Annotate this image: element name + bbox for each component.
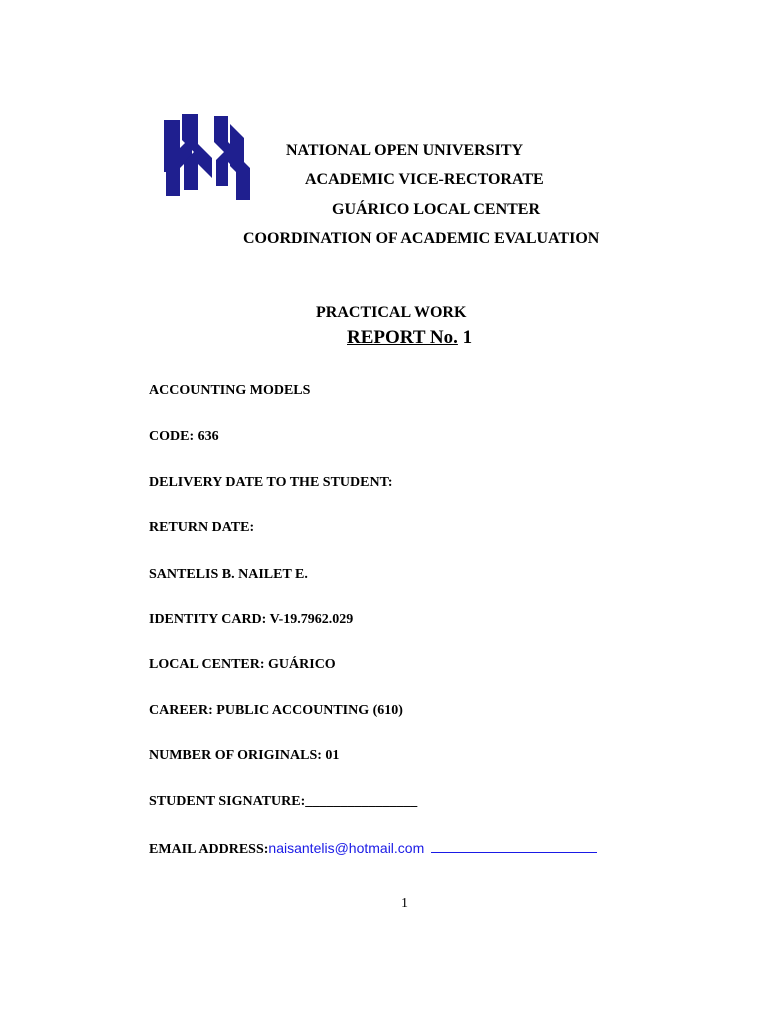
report-label: REPORT No. [347,327,458,348]
return-date-field: RETURN DATE: [149,520,255,535]
signature-field: STUDENT SIGNATURE:________________ [149,794,418,809]
report-number: 1 [457,327,473,348]
practical-work-title: PRACTICAL WORK [316,304,467,321]
email-underline [431,840,597,853]
page-number: 1 [401,896,408,911]
institution-name: NATIONAL OPEN UNIVERSITY [286,142,524,159]
email-link[interactable]: naisantelis@hotmail.com [268,840,425,856]
subject-field: ACCOUNTING MODELS [149,383,311,398]
local-center-heading: GUÁRICO LOCAL CENTER [332,201,541,218]
originals-field: NUMBER OF ORIGINALS: 01 [149,748,340,763]
code-field: CODE: 636 [149,429,219,444]
vice-rectorate: ACADEMIC VICE-RECTORATE [305,171,544,188]
career-field: CAREER: PUBLIC ACCOUNTING (610) [149,703,403,718]
coordination-heading: COORDINATION OF ACADEMIC EVALUATION [243,230,600,247]
identity-card-field: IDENTITY CARD: V-19.7962.029 [149,612,354,627]
university-logo-icon [162,114,252,202]
email-field [149,840,597,858]
delivery-date-field: DELIVERY DATE TO THE STUDENT: [149,475,393,490]
report-title [347,327,472,349]
local-center-field: LOCAL CENTER: GUÁRICO [149,657,336,672]
email-label: EMAIL ADDRESS: [149,842,269,857]
student-name-field: SANTELIS B. NAILET E. [149,567,308,582]
